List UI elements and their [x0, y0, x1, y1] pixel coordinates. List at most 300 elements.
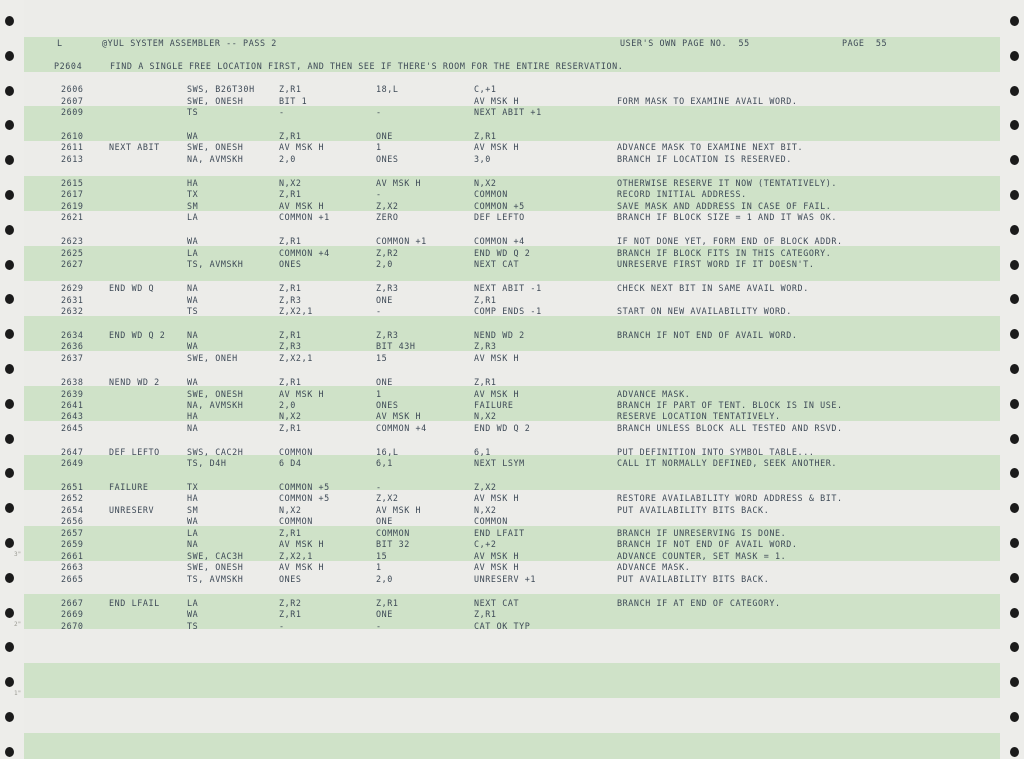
tractor-hole	[1010, 468, 1019, 478]
comment: RESERVE LOCATION TENTATIVELY.	[617, 411, 781, 421]
opcode: WA	[187, 236, 199, 246]
listing-subtitle	[24, 60, 1000, 72]
comment: BRANCH IF BLOCK SIZE = 1 AND IT WAS OK.	[617, 212, 838, 222]
opcode: LA	[187, 248, 199, 258]
listing-line	[24, 141, 1000, 153]
comment: BRANCH UNLESS BLOCK ALL TESTED AND RSVD.	[617, 423, 843, 433]
opcode: WA	[187, 609, 199, 619]
listing-line	[24, 340, 1000, 352]
tractor-hole	[1010, 608, 1019, 618]
operand-1: COMMON +4	[279, 248, 330, 258]
comment: ADVANCE MASK.	[617, 389, 691, 399]
line-number: 2611	[61, 142, 84, 152]
operand-1: COMMON	[279, 447, 313, 457]
opcode: NA	[187, 539, 199, 549]
operand-2: BIT 32	[376, 539, 410, 549]
operand-1: ONES	[279, 259, 302, 269]
line-number: 2659	[61, 539, 84, 549]
operand-1: 2,0	[279, 154, 296, 164]
tractor-hole	[5, 503, 14, 513]
tractor-hole	[5, 364, 14, 374]
line-number: 2629	[61, 283, 84, 293]
operand-2: 2,0	[376, 574, 393, 584]
operand-3: Z,R1	[474, 295, 497, 305]
operand-1: Z,X2,1	[279, 551, 313, 561]
tractor-hole	[5, 155, 14, 165]
operand-3: Z,R3	[474, 341, 497, 351]
comment: UNRESERVE FIRST WORD IF IT DOESN'T.	[617, 259, 815, 269]
operand-2: BIT 43H	[376, 341, 416, 351]
operand-1: 2,0	[279, 400, 296, 410]
operand-1: COMMON	[279, 516, 313, 526]
operand-3: AV MSK H	[474, 389, 520, 399]
tractor-hole	[5, 190, 14, 200]
tractor-hole	[5, 434, 14, 444]
comment: START ON NEW AVAILABILITY WORD.	[617, 306, 792, 316]
operand-2: Z,R1	[376, 598, 399, 608]
tractor-hole	[1010, 642, 1019, 652]
line-number: 2632	[61, 306, 84, 316]
operand-3: FAILURE	[474, 400, 514, 410]
operand-1: COMMON +5	[279, 493, 330, 503]
header-flag: L	[57, 38, 63, 48]
opcode: TS	[187, 306, 199, 316]
line-number: 2627	[61, 259, 84, 269]
operand-3: 3,0	[474, 154, 491, 164]
location-label: END WD Q 2	[109, 330, 166, 340]
listing-header	[24, 37, 1000, 49]
operand-1: COMMON +1	[279, 212, 330, 222]
tractor-hole	[1010, 51, 1019, 61]
operand-2: 6,1	[376, 458, 393, 468]
listing-line	[24, 282, 1000, 294]
users-page-number: USER'S OWN PAGE NO. 55	[620, 38, 750, 48]
operand-1: BIT 1	[279, 96, 308, 106]
line-number: 2625	[61, 248, 84, 258]
line-number: 2641	[61, 400, 84, 410]
comment: FORM MASK TO EXAMINE AVAIL WORD.	[617, 96, 798, 106]
tractor-hole	[1010, 190, 1019, 200]
tractor-hole	[1010, 16, 1019, 26]
operand-1: Z,R1	[279, 236, 302, 246]
tractor-hole	[1010, 120, 1019, 130]
line-number: 2661	[61, 551, 84, 561]
listing-line	[24, 620, 1000, 632]
opcode: SWE, ONESH	[187, 142, 244, 152]
operand-1: -	[279, 107, 285, 117]
opcode: HA	[187, 411, 199, 421]
opcode: NA, AVMSKH	[187, 154, 244, 164]
operand-1: Z,R1	[279, 189, 302, 199]
tractor-hole	[5, 712, 14, 722]
comment: PUT AVAILABILITY BITS BACK.	[617, 574, 770, 584]
tractor-hole	[1010, 294, 1019, 304]
operand-1: 6 D4	[279, 458, 302, 468]
line-number: 2606	[61, 84, 84, 94]
opcode: SWE, ONEH	[187, 353, 238, 363]
listing-line	[24, 211, 1000, 223]
operand-2: 18,L	[376, 84, 399, 94]
operand-3: Z,R1	[474, 131, 497, 141]
operand-3: Z,R1	[474, 377, 497, 387]
tractor-hole	[1010, 399, 1019, 409]
line-number: 2613	[61, 154, 84, 164]
operand-3: AV MSK H	[474, 142, 520, 152]
opcode: SWE, ONESH	[187, 562, 244, 572]
operand-3: C,+1	[474, 84, 497, 94]
operand-1: Z,R1	[279, 330, 302, 340]
line-number: 2663	[61, 562, 84, 572]
tractor-hole	[1010, 677, 1019, 687]
line-number: 2645	[61, 423, 84, 433]
gutter-mark: 1"	[14, 690, 22, 697]
operand-3: NEXT CAT	[474, 259, 520, 269]
operand-3: C,+2	[474, 539, 497, 549]
listing-line	[24, 515, 1000, 527]
listing-line	[24, 410, 1000, 422]
gutter-mark: 3"	[14, 551, 22, 558]
line-number: 2652	[61, 493, 84, 503]
listing-line	[24, 573, 1000, 585]
operand-3: END WD Q 2	[474, 248, 531, 258]
opcode: SWS, CAC2H	[187, 447, 244, 457]
tractor-hole	[5, 260, 14, 270]
tractor-hole	[5, 747, 14, 757]
comment: BRANCH IF NOT END OF AVAIL WORD.	[617, 539, 798, 549]
operand-1: Z,X2,1	[279, 306, 313, 316]
opcode: TS, D4H	[187, 458, 227, 468]
line-number: 2649	[61, 458, 84, 468]
listing-line	[24, 188, 1000, 200]
operand-3: Z,R1	[474, 609, 497, 619]
operand-1: N,X2	[279, 178, 302, 188]
line-number: 2631	[61, 295, 84, 305]
opcode: WA	[187, 131, 199, 141]
operand-3: COMMON	[474, 189, 508, 199]
listing-line	[24, 457, 1000, 469]
opcode: WA	[187, 377, 199, 387]
line-number: 2665	[61, 574, 84, 584]
operand-3: END LFAIT	[474, 528, 525, 538]
opcode: LA	[187, 212, 199, 222]
comment: BRANCH IF NOT END OF AVAIL WORD.	[617, 330, 798, 340]
line-number: 2621	[61, 212, 84, 222]
operand-1: Z,R1	[279, 528, 302, 538]
tractor-hole	[5, 225, 14, 235]
operand-1: AV MSK H	[279, 562, 325, 572]
comment: RESTORE AVAILABILITY WORD ADDRESS & BIT.	[617, 493, 843, 503]
location-label: NEXT ABIT	[109, 142, 160, 152]
location-label: END WD Q	[109, 283, 155, 293]
operand-2: COMMON	[376, 528, 410, 538]
operand-1: Z,X2,1	[279, 353, 313, 363]
tractor-hole	[5, 608, 14, 618]
operand-2: 1	[376, 562, 382, 572]
operand-1: Z,R3	[279, 341, 302, 351]
listing-line	[24, 561, 1000, 573]
operand-1: -	[279, 621, 285, 631]
operand-1: COMMON +5	[279, 482, 330, 492]
operand-2: Z,X2	[376, 201, 399, 211]
operand-2: 1	[376, 142, 382, 152]
tractor-hole	[1010, 503, 1019, 513]
opcode: WA	[187, 516, 199, 526]
comment: ADVANCE COUNTER, SET MASK = 1.	[617, 551, 787, 561]
operand-3: AV MSK H	[474, 493, 520, 503]
line-number: 2623	[61, 236, 84, 246]
tractor-hole	[5, 399, 14, 409]
comment: PUT AVAILABILITY BITS BACK.	[617, 505, 770, 515]
operand-1: Z,R1	[279, 377, 302, 387]
location-label: DEF LEFTO	[109, 447, 160, 457]
opcode: NA	[187, 423, 199, 433]
operand-2: 15	[376, 353, 388, 363]
line-number: 2639	[61, 389, 84, 399]
line-number: 2654	[61, 505, 84, 515]
opcode: SM	[187, 505, 199, 515]
operand-3: UNRESERV +1	[474, 574, 537, 584]
comment: BRANCH IF AT END OF CATEGORY.	[617, 598, 781, 608]
location-label: NEND WD 2	[109, 377, 160, 387]
operand-3: AV MSK H	[474, 562, 520, 572]
operand-2: -	[376, 189, 382, 199]
line-number: 2607	[61, 96, 84, 106]
opcode: WA	[187, 295, 199, 305]
listing-line	[24, 538, 1000, 550]
operand-2: ONES	[376, 400, 399, 410]
operand-2: 15	[376, 551, 388, 561]
location-label: FAILURE	[109, 482, 149, 492]
operand-3: COMP ENDS -1	[474, 306, 542, 316]
opcode: HA	[187, 178, 199, 188]
operand-2: ONES	[376, 154, 399, 164]
operand-3: COMMON +4	[474, 236, 525, 246]
tractor-hole	[1010, 86, 1019, 96]
operand-2: AV MSK H	[376, 505, 422, 515]
opcode: TS, AVMSKH	[187, 259, 244, 269]
tractor-hole	[5, 573, 14, 583]
listing-line	[24, 305, 1000, 317]
operand-2: ONE	[376, 377, 393, 387]
comment: BRANCH IF LOCATION IS RESERVED.	[617, 154, 792, 164]
listing-line	[24, 352, 1000, 364]
operand-3: N,X2	[474, 411, 497, 421]
comment: ADVANCE MASK.	[617, 562, 691, 572]
operand-2: Z,R3	[376, 330, 399, 340]
tractor-hole	[5, 51, 14, 61]
operand-2: Z,R2	[376, 248, 399, 258]
opcode: TX	[187, 189, 199, 199]
line-number: 2609	[61, 107, 84, 117]
operand-3: 6,1	[474, 447, 491, 457]
tractor-hole	[1010, 712, 1019, 722]
operand-1: AV MSK H	[279, 539, 325, 549]
operand-3: AV MSK H	[474, 96, 520, 106]
line-number: 2651	[61, 482, 84, 492]
comment: OTHERWISE RESERVE IT NOW (TENTATIVELY).	[617, 178, 838, 188]
location-label: UNRESERV	[109, 505, 155, 515]
operand-2: ONE	[376, 131, 393, 141]
opcode: SM	[187, 201, 199, 211]
operand-2: Z,X2	[376, 493, 399, 503]
line-number: 2617	[61, 189, 84, 199]
line-number: 2647	[61, 447, 84, 457]
operand-3: NEXT CAT	[474, 598, 520, 608]
comment: PUT DEFINITION INTO SYMBOL TABLE...	[617, 447, 815, 457]
operand-1: Z,R1	[279, 609, 302, 619]
operand-2: AV MSK H	[376, 178, 422, 188]
tractor-hole	[1010, 260, 1019, 270]
operand-2: ONE	[376, 609, 393, 619]
listing-line	[24, 608, 1000, 620]
listing-line	[24, 422, 1000, 434]
operand-3: DEF LEFTO	[474, 212, 525, 222]
operand-3: CAT OK TYP	[474, 621, 531, 631]
opcode: TS, AVMSKH	[187, 574, 244, 584]
operand-2: -	[376, 306, 382, 316]
operand-3: N,X2	[474, 505, 497, 515]
line-number: 2638	[61, 377, 84, 387]
opcode: TS	[187, 621, 199, 631]
comment: IF NOT DONE YET, FORM END OF BLOCK ADDR.	[617, 236, 843, 246]
operand-1: N,X2	[279, 505, 302, 515]
line-number: 2619	[61, 201, 84, 211]
operand-3: Z,X2	[474, 482, 497, 492]
listing-line	[24, 235, 1000, 247]
operand-2: 16,L	[376, 447, 399, 457]
tractor-hole	[5, 642, 14, 652]
listing-line	[24, 492, 1000, 504]
line-number: 2637	[61, 353, 84, 363]
operand-3: NEND WD 2	[474, 330, 525, 340]
tractor-hole	[5, 16, 14, 26]
operand-3: NEXT LSYM	[474, 458, 525, 468]
opcode: WA	[187, 341, 199, 351]
operand-3: AV MSK H	[474, 353, 520, 363]
operand-1: Z,R1	[279, 423, 302, 433]
line-number: 2670	[61, 621, 84, 631]
opcode: SWE, ONESH	[187, 96, 244, 106]
opcode: LA	[187, 528, 199, 538]
operand-3: NEXT ABIT +1	[474, 107, 542, 117]
listing-line	[24, 106, 1000, 118]
operand-3: NEXT ABIT -1	[474, 283, 542, 293]
operand-3: COMMON	[474, 516, 508, 526]
gutter-mark: 2"	[14, 621, 22, 628]
operand-1: ONES	[279, 574, 302, 584]
tractor-hole	[5, 468, 14, 478]
opcode: SWS, B26T30H	[187, 84, 255, 94]
line-number: 2656	[61, 516, 84, 526]
operand-1: Z,R3	[279, 295, 302, 305]
operand-3: AV MSK H	[474, 551, 520, 561]
operand-2: ZERO	[376, 212, 399, 222]
operand-3: COMMON +5	[474, 201, 525, 211]
comment: BRANCH IF BLOCK FITS IN THIS CATEGORY.	[617, 248, 832, 258]
tractor-hole	[1010, 573, 1019, 583]
tractor-hole	[5, 677, 14, 687]
line-number: 2610	[61, 131, 84, 141]
location-label: END LFAIL	[109, 598, 160, 608]
tractor-hole	[1010, 434, 1019, 444]
page-number: PAGE 55	[842, 38, 888, 48]
operand-2: AV MSK H	[376, 411, 422, 421]
tractor-hole	[1010, 747, 1019, 757]
operand-1: Z,R1	[279, 84, 302, 94]
operand-1: Z,R2	[279, 598, 302, 608]
operand-2: -	[376, 107, 382, 117]
comment: RECORD INITIAL ADDRESS.	[617, 189, 747, 199]
operand-2: COMMON +4	[376, 423, 427, 433]
tractor-hole	[1010, 225, 1019, 235]
comment: SAVE MASK AND ADDRESS IN CASE OF FAIL.	[617, 201, 832, 211]
opcode: SWE, CAC3H	[187, 551, 244, 561]
line-number: 2667	[61, 598, 84, 608]
subtitle-label: P2604	[54, 61, 83, 71]
operand-1: N,X2	[279, 411, 302, 421]
operand-1: AV MSK H	[279, 142, 325, 152]
listing-sheet	[24, 0, 1000, 759]
operand-1: Z,R1	[279, 283, 302, 293]
line-number: 2615	[61, 178, 84, 188]
opcode: NA, AVMSKH	[187, 400, 244, 410]
operand-2: COMMON +1	[376, 236, 427, 246]
opcode: NA	[187, 330, 199, 340]
listing-line	[24, 83, 1000, 95]
line-number: 2634	[61, 330, 84, 340]
operand-1: AV MSK H	[279, 201, 325, 211]
operand-2: 2,0	[376, 259, 393, 269]
operand-2: ONE	[376, 516, 393, 526]
opcode: NA	[187, 283, 199, 293]
operand-2: Z,R3	[376, 283, 399, 293]
tractor-hole	[1010, 538, 1019, 548]
opcode: HA	[187, 493, 199, 503]
comment: BRANCH IF UNRESERVING IS DONE.	[617, 528, 787, 538]
comment: BRANCH IF PART OF TENT. BLOCK IS IN USE.	[617, 400, 843, 410]
listing-line	[24, 153, 1000, 165]
tractor-hole	[5, 120, 14, 130]
line-number: 2669	[61, 609, 84, 619]
header-title: @YUL SYSTEM ASSEMBLER -- PASS 2	[102, 38, 277, 48]
opcode: SWE, ONESH	[187, 389, 244, 399]
listing-line	[24, 376, 1000, 388]
line-number: 2636	[61, 341, 84, 351]
tractor-hole	[5, 86, 14, 96]
operand-2: -	[376, 482, 382, 492]
opcode: TS	[187, 107, 199, 117]
comment: ADVANCE MASK TO EXAMINE NEXT BIT.	[617, 142, 804, 152]
line-number: 2643	[61, 411, 84, 421]
tractor-hole	[5, 329, 14, 339]
tractor-hole	[1010, 329, 1019, 339]
operand-1: Z,R1	[279, 131, 302, 141]
operand-2: 1	[376, 389, 382, 399]
tractor-hole	[5, 294, 14, 304]
line-number: 2657	[61, 528, 84, 538]
operand-2: -	[376, 621, 382, 631]
listing-line	[24, 258, 1000, 270]
subtitle-text: FIND A SINGLE FREE LOCATION FIRST, AND THEN SEE IF THERE'S ROOM FOR THE ENTIRE RESERVATION.	[110, 61, 624, 71]
tractor-hole	[1010, 155, 1019, 165]
opcode: TX	[187, 482, 199, 492]
operand-2: ONE	[376, 295, 393, 305]
tractor-hole	[5, 538, 14, 548]
tractor-hole	[1010, 364, 1019, 374]
operand-1: AV MSK H	[279, 389, 325, 399]
opcode: LA	[187, 598, 199, 608]
operand-3: N,X2	[474, 178, 497, 188]
